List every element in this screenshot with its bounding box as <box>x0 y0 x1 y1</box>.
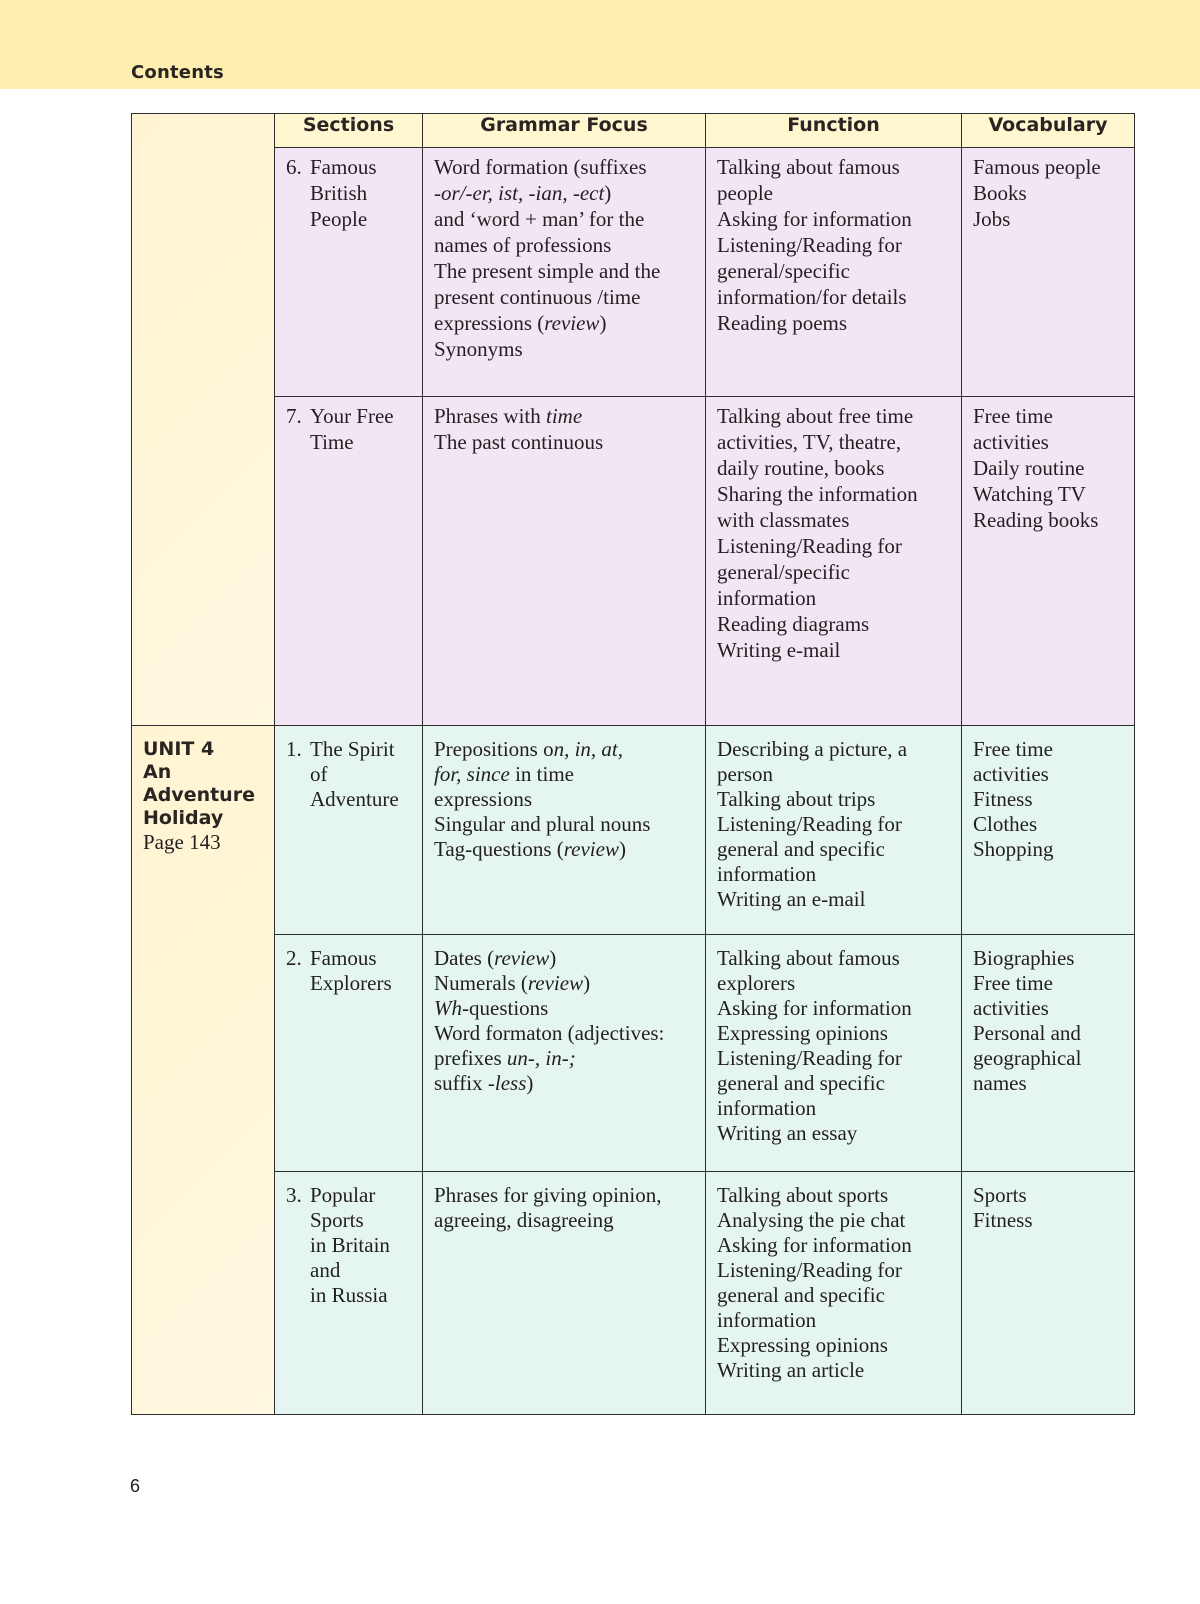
function-text <box>706 1172 961 1383</box>
grammar-italic-term: review <box>544 311 600 335</box>
grammar-line <box>434 737 699 762</box>
grammar-text: ) <box>583 971 591 995</box>
grammar-text: Numerals ( <box>434 971 528 995</box>
grammar-text: suffix <box>434 1071 488 1095</box>
unit-title-line: An <box>143 761 172 783</box>
grammar-line <box>434 310 699 336</box>
section-number: 3. <box>286 1183 302 1207</box>
function-line: Listening/Reading for <box>717 534 902 558</box>
section-name <box>310 403 416 455</box>
vocabulary-line: names <box>973 1071 1027 1095</box>
vocabulary-cell <box>962 935 1135 1172</box>
function-line: explorers <box>717 971 796 995</box>
grammar-line <box>434 1071 699 1096</box>
function-line: general/specific <box>717 259 850 283</box>
function-line: Writing an essay <box>717 1121 858 1145</box>
table-row <box>132 726 1135 935</box>
grammar-focus-cell <box>423 148 706 397</box>
section-name-line: Your Free <box>310 404 394 428</box>
grammar-focus-cell <box>423 935 706 1172</box>
function-line: Talking about trips <box>717 787 876 811</box>
grammar-line <box>434 1021 699 1046</box>
vocabulary-line: Watching TV <box>973 482 1086 506</box>
function-line: Expressing opinions <box>717 1021 888 1045</box>
grammar-line <box>434 1046 699 1071</box>
function-line: Describing a picture, a <box>717 737 908 761</box>
section-cell <box>275 726 423 935</box>
column-header-grammar-focus: Grammar Focus <box>423 114 706 148</box>
vocabulary-line: Sports <box>973 1183 1027 1207</box>
table-row <box>132 935 1135 1172</box>
grammar-text: in time <box>509 762 574 786</box>
grammar-line <box>434 812 699 837</box>
vocabulary-line: Free time <box>973 737 1053 761</box>
grammar-italic-term: Wh <box>434 996 462 1020</box>
grammar-text: present continuous /time <box>434 285 641 309</box>
function-line: Listening/Reading for <box>717 233 902 257</box>
grammar-line <box>434 1183 699 1208</box>
grammar-focus-text <box>423 148 705 362</box>
vocabulary-line: Shopping <box>973 837 1054 861</box>
grammar-text: ) <box>549 946 557 970</box>
section-name-line: British <box>310 181 368 205</box>
grammar-line <box>434 336 699 362</box>
function-line: Writing an article <box>717 1358 865 1382</box>
grammar-italic-term: -less <box>487 1071 527 1095</box>
grammar-focus-cell <box>423 1172 706 1415</box>
function-line: person <box>717 762 773 786</box>
grammar-text: Phrases for giving opinion, <box>434 1183 662 1207</box>
grammar-text: Phrases with <box>434 404 546 428</box>
section-cell <box>275 148 423 397</box>
grammar-italic-term: review <box>494 946 550 970</box>
vocabulary-line: Reading books <box>973 508 1099 532</box>
grammar-text: The present simple and the <box>434 259 661 283</box>
grammar-text: The past continuous <box>434 430 604 454</box>
function-line: general/specific <box>717 560 850 584</box>
grammar-text: and ‘word + man’ for the <box>434 207 645 231</box>
section-cell <box>275 935 423 1172</box>
function-text <box>706 148 961 336</box>
vocabulary-text <box>962 935 1134 1096</box>
table-row <box>132 1172 1135 1415</box>
grammar-italic-term: for, since <box>434 762 510 786</box>
section-cell <box>275 397 423 726</box>
vocabulary-line: geographical <box>973 1046 1082 1070</box>
vocabulary-line: Famous people <box>973 155 1101 179</box>
function-cell <box>706 148 962 397</box>
section-entry <box>275 148 422 232</box>
function-line: Asking for information <box>717 1233 912 1257</box>
vocabulary-line: Jobs <box>973 207 1011 231</box>
grammar-text: agreeing, disagreeing <box>434 1208 614 1232</box>
grammar-italic-term: n, in, at, <box>553 737 624 761</box>
section-number: 1. <box>286 737 302 761</box>
section-name-line: Popular <box>310 1183 376 1207</box>
function-line: daily routine, books <box>717 456 885 480</box>
function-line: Expressing opinions <box>717 1333 888 1357</box>
grammar-italic-term: un-, in-; <box>506 1046 576 1070</box>
section-name-line: of <box>310 762 328 786</box>
grammar-text: -questions <box>462 996 549 1020</box>
column-header-function: Function <box>706 114 962 148</box>
grammar-line <box>434 971 699 996</box>
grammar-line <box>434 1208 699 1233</box>
grammar-line <box>434 180 699 206</box>
unit-title-line: Holiday <box>143 807 224 829</box>
grammar-text: ) <box>618 837 626 861</box>
grammar-text: expressions <box>434 787 532 811</box>
grammar-italic-term: -or/-er, ist, -ian, -ect <box>434 181 605 205</box>
grammar-focus-cell <box>423 397 706 726</box>
section-name-line: Time <box>310 430 354 454</box>
grammar-italic-term: time <box>546 404 583 428</box>
function-line: Talking about sports <box>717 1183 889 1207</box>
function-line: Listening/Reading for <box>717 1046 902 1070</box>
function-line: people <box>717 181 773 205</box>
grammar-text: ) <box>604 181 612 205</box>
grammar-line <box>434 787 699 812</box>
function-line: Asking for information <box>717 996 912 1020</box>
section-entry <box>275 1172 422 1308</box>
grammar-text: ) <box>526 1071 534 1095</box>
vocabulary-line: activities <box>973 430 1049 454</box>
function-line: information/for details <box>717 285 907 309</box>
function-line: Talking about famous <box>717 155 900 179</box>
grammar-line <box>434 429 699 455</box>
vocabulary-text <box>962 726 1134 862</box>
vocabulary-line: Personal and <box>973 1021 1081 1045</box>
section-name-line: The Spirit <box>310 737 395 761</box>
unit-title <box>132 726 274 830</box>
vocabulary-cell <box>962 148 1135 397</box>
grammar-focus-text <box>423 1172 705 1233</box>
contents-table <box>131 113 1135 1415</box>
vocabulary-line: Clothes <box>973 812 1038 836</box>
section-cell <box>275 1172 423 1415</box>
function-cell <box>706 726 962 935</box>
function-line: activities, TV, theatre, <box>717 430 902 454</box>
section-name-line: Sports <box>310 1208 364 1232</box>
grammar-line <box>434 258 699 284</box>
unit-title-line: Adventure <box>143 784 255 806</box>
section-name-line: Famous <box>310 155 377 179</box>
function-line: information <box>717 1096 817 1120</box>
function-line: Talking about free time <box>717 404 914 428</box>
grammar-line <box>434 403 699 429</box>
grammar-text: Dates ( <box>434 946 495 970</box>
function-line: information <box>717 862 817 886</box>
grammar-text: ) <box>599 311 607 335</box>
function-line: Listening/Reading for <box>717 812 902 836</box>
function-line: general and specific <box>717 1071 885 1095</box>
vocabulary-text <box>962 397 1134 533</box>
grammar-focus-text <box>423 726 705 862</box>
page-title: Contents <box>131 62 224 83</box>
function-line: with classmates <box>717 508 850 532</box>
grammar-text: Tag-questions ( <box>434 837 564 861</box>
column-header-sections: Sections <box>275 114 423 148</box>
column-header-vocabulary: Vocabulary <box>962 114 1135 148</box>
grammar-focus-text <box>423 935 705 1096</box>
function-line: general and specific <box>717 1283 885 1307</box>
section-name-line: People <box>310 207 368 231</box>
vocabulary-line: Fitness <box>973 1208 1033 1232</box>
function-line: Reading diagrams <box>717 612 870 636</box>
vocabulary-line: Fitness <box>973 787 1033 811</box>
section-name <box>310 154 416 232</box>
vocabulary-cell <box>962 726 1135 935</box>
vocabulary-line: activities <box>973 996 1049 1020</box>
grammar-line <box>434 206 699 232</box>
section-entry <box>275 935 422 996</box>
grammar-line <box>434 837 699 862</box>
function-line: Sharing the information <box>717 482 918 506</box>
section-name-line: Adventure <box>310 787 399 811</box>
vocabulary-line: Free time <box>973 971 1053 995</box>
vocabulary-line: Free time <box>973 404 1053 428</box>
section-name-line: and <box>310 1258 341 1282</box>
vocabulary-cell <box>962 1172 1135 1415</box>
section-name-line: Famous <box>310 946 377 970</box>
grammar-line <box>434 284 699 310</box>
page-number: 6 <box>130 1476 141 1496</box>
grammar-text: Synonyms <box>434 337 523 361</box>
function-line: Asking for information <box>717 207 912 231</box>
grammar-focus-text <box>423 397 705 455</box>
vocabulary-line: Daily routine <box>973 456 1085 480</box>
section-name-line: in Russia <box>310 1283 388 1307</box>
grammar-line <box>434 154 699 180</box>
grammar-text: Word formation (suffixes <box>434 155 647 179</box>
section-name <box>310 946 416 996</box>
function-text <box>706 726 961 912</box>
unit-title-line: UNIT 4 <box>143 738 215 760</box>
section-number: 7. <box>286 404 302 428</box>
table-row <box>132 148 1135 397</box>
grammar-text: prefixes <box>434 1046 507 1070</box>
function-cell <box>706 397 962 726</box>
unit-3-cell <box>132 114 275 726</box>
vocabulary-text <box>962 1172 1134 1233</box>
grammar-italic-term: review <box>563 837 619 861</box>
function-line: general and specific <box>717 837 885 861</box>
table-row <box>132 397 1135 726</box>
function-line: Analysing the pie chat <box>717 1208 906 1232</box>
grammar-line <box>434 946 699 971</box>
section-number: 2. <box>286 946 302 970</box>
grammar-line <box>434 996 699 1021</box>
grammar-line <box>434 762 699 787</box>
section-name <box>310 737 416 812</box>
vocabulary-line: Books <box>973 181 1027 205</box>
grammar-text: names of professions <box>434 233 612 257</box>
unit-4-cell <box>132 726 275 1415</box>
vocabulary-cell <box>962 397 1135 726</box>
unit-page-ref: Page 143 <box>143 830 221 854</box>
vocabulary-line: Biographies <box>973 946 1075 970</box>
section-name-line: Explorers <box>310 971 392 995</box>
function-line: Talking about famous <box>717 946 900 970</box>
grammar-italic-term: review <box>527 971 584 995</box>
grammar-line <box>434 232 699 258</box>
function-cell <box>706 935 962 1172</box>
section-entry <box>275 726 422 812</box>
grammar-text: expressions ( <box>434 311 545 335</box>
function-line: Reading poems <box>717 311 848 335</box>
vocabulary-text <box>962 148 1134 232</box>
function-line: information <box>717 1308 817 1332</box>
section-name-line: in Britain <box>310 1233 390 1257</box>
table-header-row <box>132 114 1135 148</box>
function-cell <box>706 1172 962 1415</box>
vocabulary-line: activities <box>973 762 1049 786</box>
grammar-text: Singular and plural nouns <box>434 812 651 836</box>
grammar-text: Word formaton (adjectives: <box>434 1021 665 1045</box>
function-line: Writing e-mail <box>717 638 841 662</box>
function-line: Listening/Reading for <box>717 1258 902 1282</box>
grammar-focus-cell <box>423 726 706 935</box>
function-text <box>706 935 961 1146</box>
function-line: Writing an e-mail <box>717 887 866 911</box>
function-text <box>706 397 961 663</box>
section-entry <box>275 397 422 455</box>
function-line: information <box>717 586 817 610</box>
grammar-text: Prepositions o <box>434 737 554 761</box>
section-number: 6. <box>286 155 302 179</box>
section-name <box>310 1183 416 1308</box>
